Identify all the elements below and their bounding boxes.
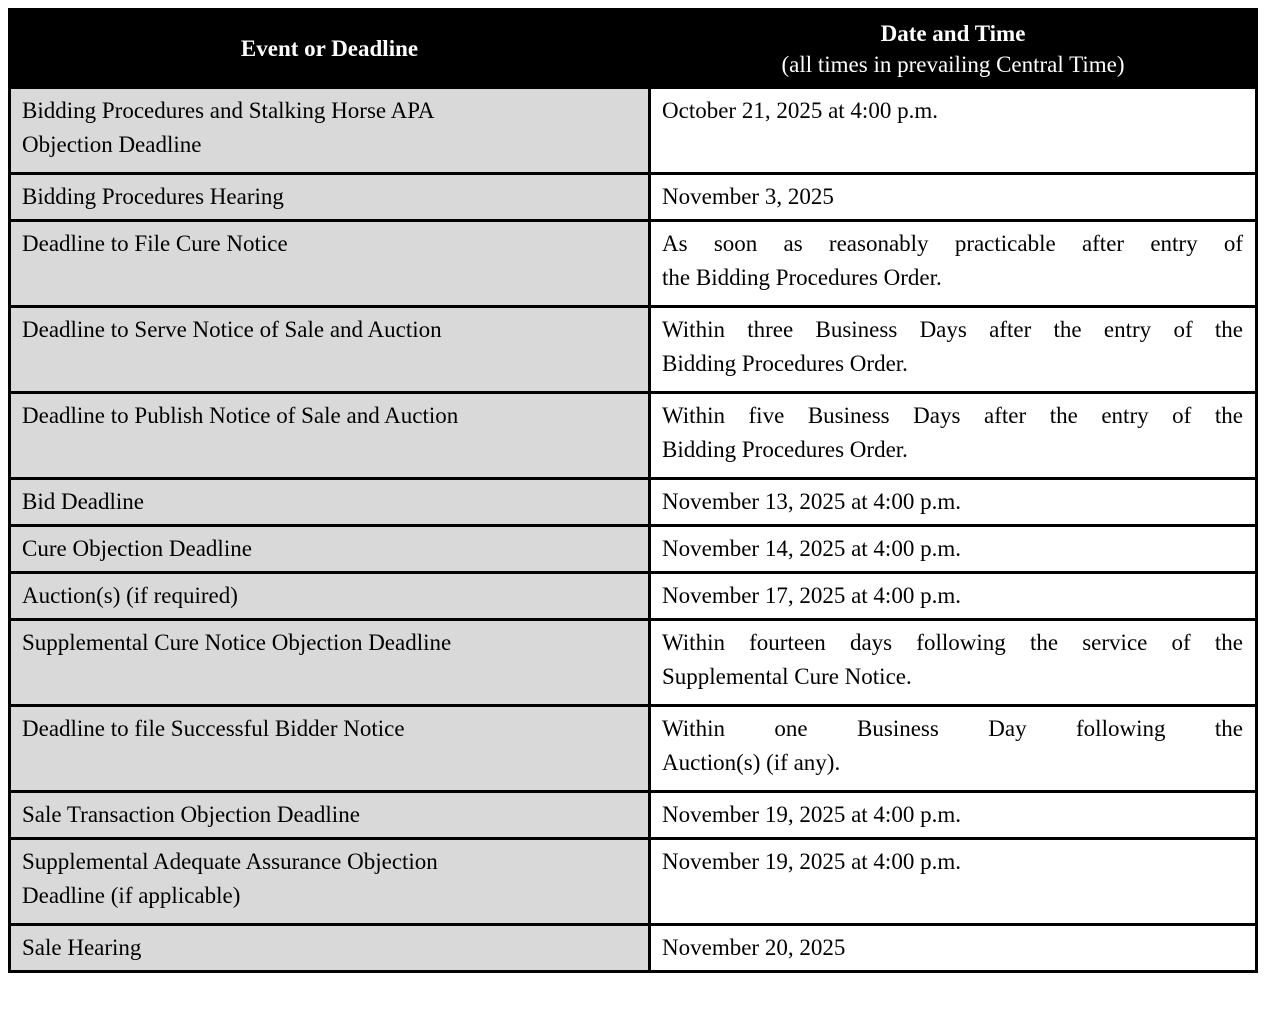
table-row <box>10 526 1257 573</box>
table-row <box>10 706 1257 792</box>
table-row <box>10 620 1257 706</box>
event-cell: Supplemental Adequate Assurance Objection Deadline (if applicable) <box>10 839 650 925</box>
date-cell: November 14, 2025 at 4:00 p.m. <box>650 526 1257 573</box>
table-body <box>10 88 1257 972</box>
date-cell: November 3, 2025 <box>650 174 1257 221</box>
date-cell: November 20, 2025 <box>650 925 1257 972</box>
header-row <box>10 10 1257 88</box>
table-row <box>10 792 1257 839</box>
header-event-or-deadline <box>10 10 650 88</box>
event-cell: Supplemental Cure Notice Objection Deadline <box>10 620 650 706</box>
date-cell: November 19, 2025 at 4:00 p.m. <box>650 839 1257 925</box>
sale-timeline-table <box>8 8 1258 973</box>
event-cell: Cure Objection Deadline <box>10 526 650 573</box>
date-cell: Within fourteen days following the service of the Supplemental Cure Notice. <box>650 620 1257 706</box>
table-row <box>10 307 1257 393</box>
event-cell: Sale Transaction Objection Deadline <box>10 792 650 839</box>
header-date-and-time <box>650 10 1257 88</box>
event-cell: Deadline to Publish Notice of Sale and Auction <box>10 393 650 479</box>
table-row <box>10 839 1257 925</box>
table-row <box>10 221 1257 307</box>
date-cell: As soon as reasonably practicable after entry of the Bidding Procedures Order. <box>650 221 1257 307</box>
event-cell: Sale Hearing <box>10 925 650 972</box>
event-cell: Bid Deadline <box>10 479 650 526</box>
date-cell: Within three Business Days after the entry of the Bidding Procedures Order. <box>650 307 1257 393</box>
table-row <box>10 393 1257 479</box>
date-cell: November 19, 2025 at 4:00 p.m. <box>650 792 1257 839</box>
header-event-label: Event or Deadline <box>240 36 419 61</box>
header-date-sublabel: (all times in prevailing Central Time) <box>781 51 1125 77</box>
table-row <box>10 573 1257 620</box>
table-row <box>10 174 1257 221</box>
event-cell: Deadline to Serve Notice of Sale and Auction <box>10 307 650 393</box>
event-cell: Bidding Procedures Hearing <box>10 174 650 221</box>
date-cell: October 21, 2025 at 4:00 p.m. <box>650 88 1257 174</box>
table-row <box>10 925 1257 972</box>
date-cell: November 17, 2025 at 4:00 p.m. <box>650 573 1257 620</box>
event-cell: Deadline to file Successful Bidder Notice <box>10 706 650 792</box>
event-cell: Auction(s) (if required) <box>10 573 650 620</box>
event-cell: Bidding Procedures and Stalking Horse APA Objection Deadline <box>10 88 650 174</box>
table-header <box>10 10 1257 88</box>
table-row <box>10 479 1257 526</box>
table-row <box>10 88 1257 174</box>
event-cell: Deadline to File Cure Notice <box>10 221 650 307</box>
date-cell: November 13, 2025 at 4:00 p.m. <box>650 479 1257 526</box>
date-cell: Within five Business Days after the entry of the Bidding Procedures Order. <box>650 393 1257 479</box>
date-cell: Within one Business Day following the Auction(s) (if any). <box>650 706 1257 792</box>
header-date-label: Date and Time <box>880 20 1026 46</box>
